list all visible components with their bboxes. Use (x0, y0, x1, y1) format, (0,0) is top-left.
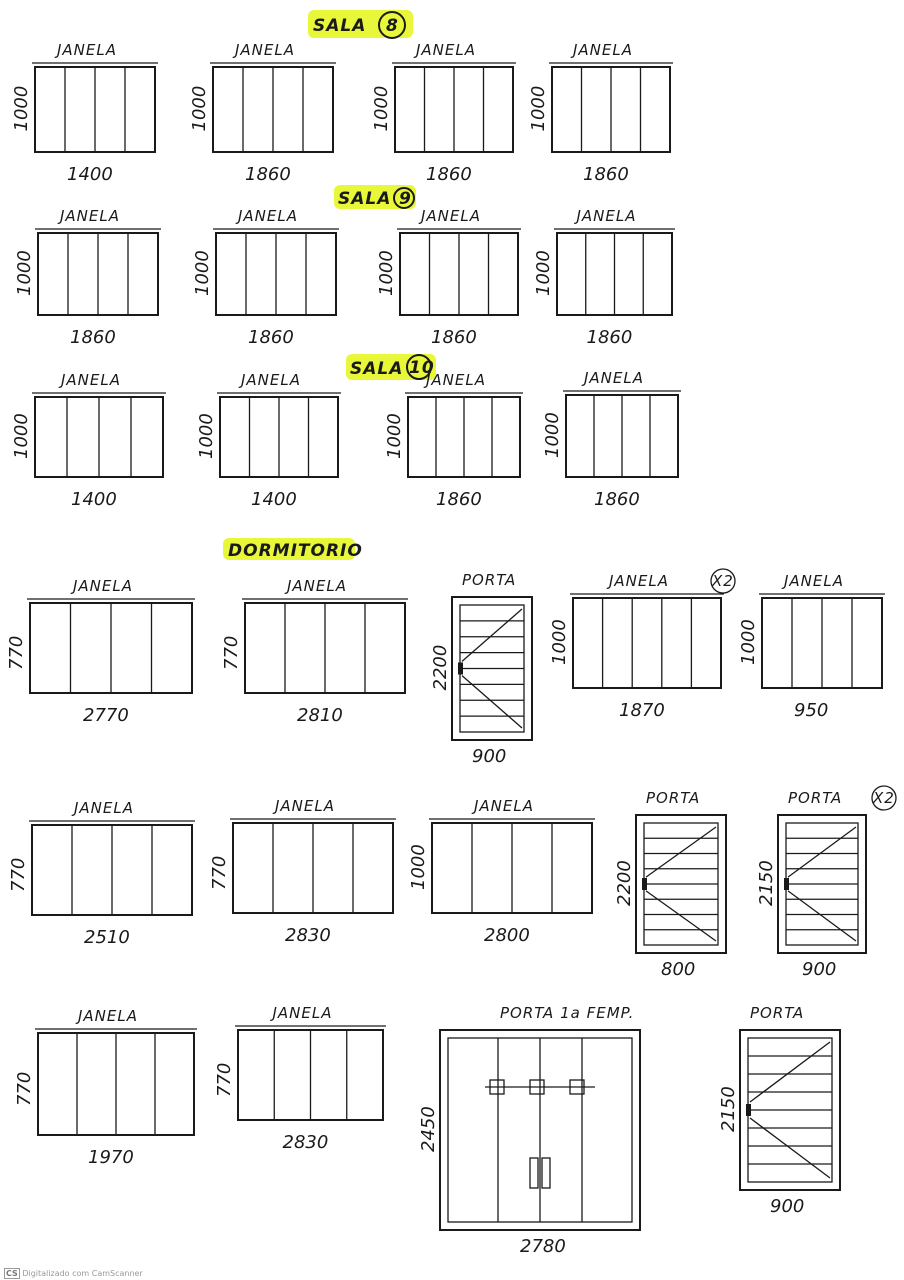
window-14 (221, 577, 408, 726)
window-height: 1000 (533, 250, 554, 296)
window-height: 1000 (528, 85, 549, 132)
window-width: 2830 (282, 1132, 329, 1153)
door-height: 2200 (430, 644, 451, 691)
window-11 (384, 371, 523, 510)
door-handle (642, 878, 647, 890)
door-label: PORTA (788, 789, 843, 807)
section-dormitorio (223, 538, 363, 561)
door-label: PORTA (750, 1004, 805, 1022)
window-width: 1860 (248, 327, 294, 348)
window-2 (189, 41, 336, 185)
door-swing-line (646, 891, 716, 941)
door-label: PORTA 1a FEMP. (500, 1004, 635, 1022)
window-label: JANELA (584, 369, 645, 387)
window-21 (214, 1004, 386, 1153)
door-height: 2450 (418, 1106, 439, 1152)
window-20 (14, 1007, 197, 1168)
door-swing-line (788, 891, 856, 941)
window-frame (573, 598, 721, 688)
window-width: 1860 (426, 164, 472, 185)
section-sala-8 (308, 10, 413, 38)
door-width: 800 (661, 959, 696, 980)
section-title: SALA (313, 16, 367, 36)
window-16 (738, 572, 885, 721)
window-6 (192, 207, 339, 348)
window-height: 1000 (11, 413, 32, 459)
window-label: JANELA (609, 572, 670, 590)
window-13 (6, 577, 195, 726)
window-width: 2800 (484, 925, 530, 946)
window-label: JANELA (57, 41, 118, 59)
window-15 (549, 569, 735, 721)
window-height: 1000 (371, 85, 392, 132)
window-height: 1000 (189, 85, 210, 132)
door-multiplier: X2 (873, 789, 895, 807)
door-4 (418, 1004, 640, 1257)
door-swing-line (462, 609, 522, 661)
window-width: 1400 (71, 489, 117, 510)
window-height: 1000 (549, 619, 570, 665)
door-2 (614, 789, 726, 980)
section-number: 10 (409, 358, 435, 378)
section-title: DORMITORIO (228, 541, 363, 561)
window-multiplier: X2 (712, 572, 734, 590)
scanner-text: Digitalizado com CamScanner (22, 1269, 143, 1278)
door-width: 900 (802, 959, 837, 980)
scanner-footer (4, 1269, 143, 1278)
window-1 (11, 41, 158, 185)
section-title: SALA (350, 359, 404, 379)
section-number: 9 (399, 189, 412, 209)
section-title: SALA (338, 189, 392, 209)
window-width: 1400 (67, 164, 113, 185)
window-3 (371, 41, 516, 185)
window-height: 1000 (542, 412, 563, 458)
window-label: JANELA (784, 572, 845, 590)
door-height: 2200 (614, 860, 635, 906)
window-label: JANELA (421, 207, 482, 225)
window-height: 1000 (738, 619, 759, 665)
window-label: JANELA (576, 207, 637, 225)
window-19 (408, 797, 595, 946)
window-height: 770 (6, 635, 27, 670)
window-height: 770 (14, 1071, 35, 1106)
window-width: 1870 (619, 700, 665, 721)
window-12 (542, 369, 681, 510)
window-height: 1000 (14, 250, 35, 296)
window-label: JANELA (78, 1007, 139, 1025)
window-width: 1860 (594, 489, 640, 510)
window-label: JANELA (474, 797, 535, 815)
window-width: 2830 (285, 925, 331, 946)
window-height: 770 (209, 855, 230, 890)
window-10 (196, 371, 341, 510)
window-width: 1860 (583, 164, 629, 185)
door-handle (542, 1158, 550, 1188)
window-17 (8, 799, 195, 948)
door-5 (718, 1004, 840, 1217)
window-label: JANELA (416, 41, 477, 59)
window-width: 1970 (88, 1147, 134, 1168)
window-width: 2510 (84, 927, 130, 948)
window-label: JANELA (74, 799, 135, 817)
scanner-badge: CS (6, 1269, 18, 1278)
window-label: JANELA (241, 371, 302, 389)
door-width: 900 (472, 746, 507, 767)
window-4 (528, 41, 673, 185)
section-number: 8 (386, 16, 399, 36)
window-width: 950 (794, 700, 829, 721)
window-label: JANELA (287, 577, 348, 595)
window-label: JANELA (272, 1004, 333, 1022)
window-height: 1000 (376, 250, 397, 296)
section-sala-10 (346, 354, 436, 380)
window-7 (376, 207, 521, 348)
window-height: 1000 (408, 844, 429, 890)
window-width: 2810 (297, 705, 343, 726)
window-width: 1860 (70, 327, 116, 348)
door-handle (784, 878, 789, 890)
door-handle (458, 663, 463, 675)
window-label: JANELA (73, 577, 134, 595)
door-handle (530, 1158, 538, 1188)
window-height: 1000 (196, 413, 217, 459)
window-width: 2770 (83, 705, 129, 726)
window-height: 770 (221, 635, 242, 670)
window-label: JANELA (61, 371, 122, 389)
window-8 (533, 207, 675, 348)
door-swing-line (750, 1118, 830, 1178)
window-height: 770 (214, 1062, 235, 1097)
door-handle (746, 1104, 751, 1116)
door-3 (756, 786, 896, 980)
door-height: 2150 (756, 860, 777, 906)
window-9 (11, 371, 166, 510)
window-width: 1400 (251, 489, 297, 510)
window-height: 770 (8, 857, 29, 892)
door-height: 2150 (718, 1086, 739, 1132)
window-label: JANELA (235, 41, 296, 59)
section-sala-9 (334, 185, 416, 209)
window-5 (14, 207, 161, 348)
door-label: PORTA (646, 789, 701, 807)
door-swing-line (462, 676, 522, 728)
window-height: 1000 (384, 413, 405, 459)
window-width: 1860 (245, 164, 291, 185)
door-swing-line (788, 827, 856, 877)
window-label: JANELA (426, 371, 487, 389)
window-width: 1860 (436, 489, 482, 510)
door-width: 2780 (520, 1236, 566, 1257)
window-label: JANELA (275, 797, 336, 815)
window-label: JANELA (573, 41, 634, 59)
door-swing-line (750, 1042, 830, 1102)
window-label: JANELA (238, 207, 299, 225)
windows-group (6, 41, 885, 1168)
window-width: 1860 (431, 327, 477, 348)
window-height: 1000 (192, 250, 213, 296)
window-height: 1000 (11, 85, 32, 132)
window-label: JANELA (60, 207, 121, 225)
door-label: PORTA (462, 571, 517, 589)
window-width: 1860 (586, 327, 633, 348)
door-swing-line (646, 827, 716, 877)
window-18 (209, 797, 396, 946)
door-width: 900 (770, 1196, 805, 1217)
door-1 (430, 571, 532, 767)
